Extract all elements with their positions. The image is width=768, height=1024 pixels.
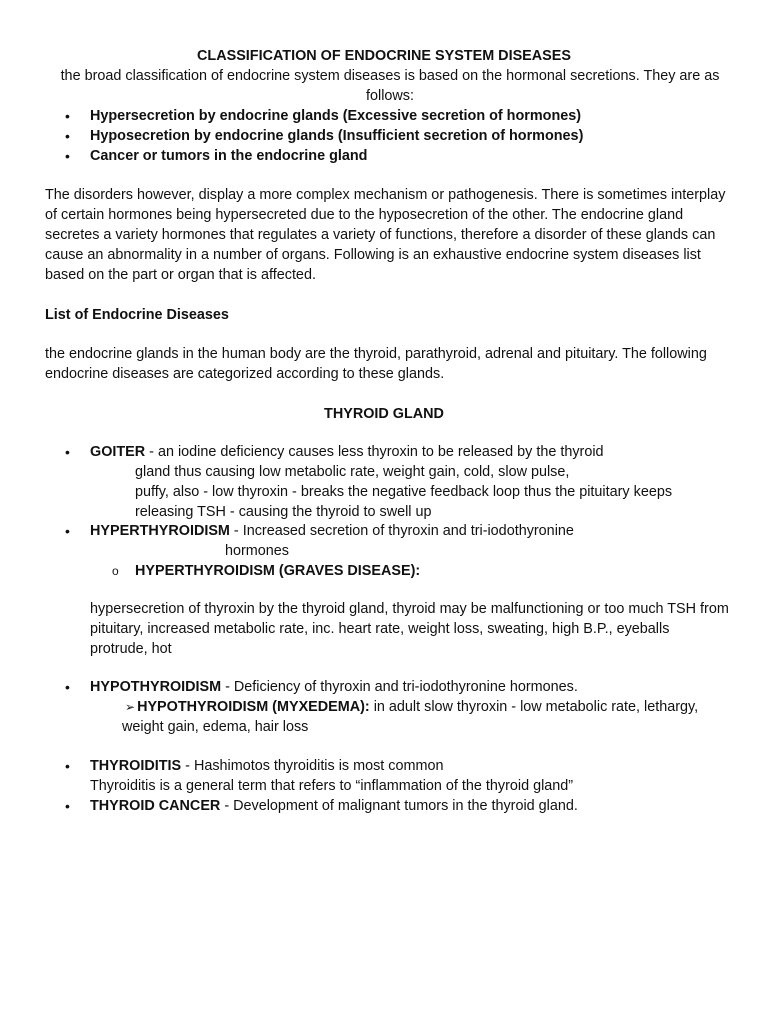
list-item: • Cancer or tumors in the endocrine gland [65, 148, 368, 164]
goiter-item: • GOITER - an iodine deficiency causes less thyroxin to be released by the thyroid gland thus causing low metabolic rate, weight gain, cold, slow pulse, puffy, also - low thyroxin - breaks the negative feedback loop thus the pituitary keeps releasing TSH - causing the thyroid to swell up [65, 444, 673, 520]
bullet-icon: • [65, 679, 70, 695]
bullet-icon: • [65, 758, 70, 774]
bullet-icon: • [65, 148, 70, 164]
list-item: • Hypersecretion by endocrine glands (Excessive secretion of hormones) [65, 108, 582, 124]
list-item: • Hyposecretion by endocrine glands (Insufficient secretion of hormones) [65, 128, 584, 144]
intro-paragraph: the broad classification of endocrine system diseases is based on the hormonal secretions. They are as follows: [60, 68, 720, 104]
hypothyroidism-term: HYPOTHYROIDISM [90, 679, 222, 695]
myxedema-term: HYPOTHYROIDISM (MYXEDEMA): [137, 699, 370, 715]
glands-paragraph: the endocrine glands in the human body are the thyroid, parathyroid, adrenal and pituitary. The following endocrine diseases are categorized according to these glands. [45, 346, 707, 382]
goiter-term: GOITER [90, 444, 146, 460]
hypothyroidism-item: • HYPOTHYROIDISM - Deficiency of thyroxin and tri-iodothyronine hormones. ➢ HYPOTHYROIDISM (MYXEDEMA): in adult slow thyroxin - low metabolic rate, lethargy, weight gain, edema, hair loss [65, 679, 699, 735]
thyroid-heading: THYROID GLAND [324, 406, 444, 422]
classification-list [45, 106, 735, 166]
bullet-icon: • [65, 128, 70, 144]
bullet-icon: • [65, 523, 70, 539]
document-title: CLASSIFICATION OF ENDOCRINE SYSTEM DISEASES [197, 48, 571, 64]
disorders-paragraph: The disorders however, display a more complex mechanism or pathogenesis. There is sometimes interplay of certain hormones being hypersecreted due to the hyposecretion of the other. The endocrine gland secretes a variety hormones that regulates a variety of functions, therefore a disorder of these glands can cause an abnormality in a number of organs. Following is an exhaustive endocrine system diseases list based on the part or organ that is affected. [45, 187, 726, 283]
bullet-icon: • [65, 108, 70, 124]
graves-disease-term: HYPERTHYROIDISM (GRAVES DISEASE): [135, 563, 421, 579]
thyroiditis-term: THYROIDITIS [90, 758, 182, 774]
thyroid-cancer-item: • THYROID CANCER - Development of malignant tumors in the thyroid gland. [65, 798, 578, 814]
list-heading: List of Endocrine Diseases [45, 307, 229, 323]
thyroiditis-item: • THYROIDITIS - Hashimotos thyroiditis is most common Thyroiditis is a general term that refers to “inflammation of the thyroid gland” • THYROID CANCER - Development of malignant tumors in the thyroid gland. [45, 756, 735, 816]
hyperthyroidism-item: • HYPERTHYROIDISM - Increased secretion of thyroxin and tri-iodothyronine hormones o HYPERTHYROIDISM (GRAVES DISEASE): [65, 523, 574, 579]
thyroid-cancer-term: THYROID CANCER [90, 798, 221, 814]
bullet-icon: • [65, 798, 70, 814]
bullet-icon: • [65, 444, 70, 460]
sub-bullet-icon: o [112, 564, 119, 578]
arrow-icon: ➢ [125, 700, 136, 714]
graves-paragraph: hypersecretion of thyroxin by the thyroid gland, thyroid may be malfunctioning or too much TSH from pituitary, increased metabolic rate, inc. heart rate, weight loss, sweating, high B.P., eyeballs protrude, hot [90, 601, 729, 657]
hyperthyroidism-term: HYPERTHYROIDISM [90, 523, 230, 539]
